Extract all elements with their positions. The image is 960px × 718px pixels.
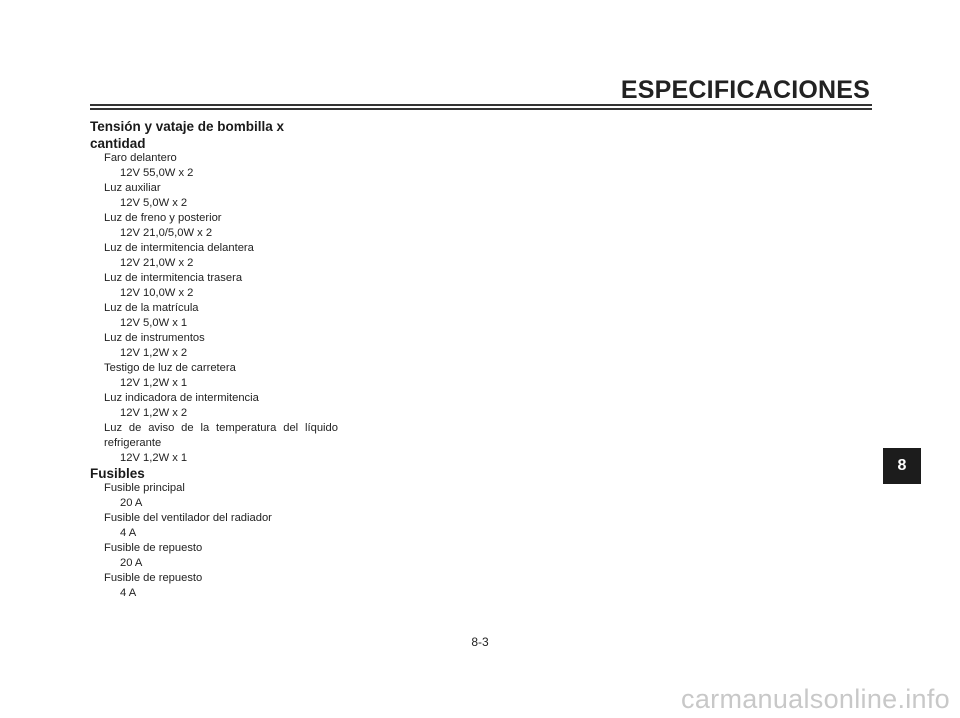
fuse-label-spare-1: Fusible de repuesto	[104, 542, 203, 554]
fuse-value-spare-2: 4 A	[120, 587, 137, 599]
bulb-value-rear-turn: 12V 10,0W x 2	[120, 287, 194, 299]
fuse-label-spare-2: Fusible de repuesto	[104, 572, 203, 584]
bulb-label-high-beam: Testigo de luz de carretera	[104, 362, 236, 374]
page-number: 8-3	[471, 635, 489, 649]
header-rule-bottom	[90, 108, 872, 110]
fuse-label-main: Fusible principal	[104, 482, 185, 494]
fuse-value-spare-1: 20 A	[120, 557, 143, 569]
bulbs-heading-line2: cantidad	[90, 136, 146, 151]
bulb-value-high-beam: 12V 1,2W x 1	[120, 377, 188, 389]
bulb-label-turn-indicator: Luz indicadora de intermitencia	[104, 392, 259, 404]
bulb-label-instruments: Luz de instrumentos	[104, 332, 205, 344]
page-title: ESPECIFICACIONES	[620, 76, 870, 104]
fuse-label-radiator-fan: Fusible del ventilador del radiador	[104, 512, 272, 524]
bulb-label-coolant-line1: Luz de aviso de la temperatura del líquido	[104, 422, 338, 434]
bulb-value-front-turn: 12V 21,0W x 2	[120, 257, 194, 269]
watermark: carmanualsonline.info	[681, 684, 950, 714]
bulb-label-license: Luz de la matrícula	[104, 302, 199, 314]
bulb-value-license: 12V 5,0W x 1	[120, 317, 188, 329]
bulb-label-auxiliary: Luz auxiliar	[104, 182, 161, 194]
fuses-heading: Fusibles	[90, 466, 145, 481]
fuse-value-radiator-fan: 4 A	[120, 527, 137, 539]
bulb-label-coolant-line2: refrigerante	[104, 437, 162, 449]
bulb-label-headlight: Faro delantero	[104, 152, 177, 164]
bulb-value-auxiliary: 12V 5,0W x 2	[120, 197, 188, 209]
bulb-value-turn-indicator: 12V 1,2W x 2	[120, 407, 188, 419]
chapter-tab: 8	[883, 448, 921, 484]
header-rule-top	[90, 104, 872, 106]
bulb-label-brake-tail: Luz de freno y posterior	[104, 212, 222, 224]
bulbs-heading-line1: Tensión y vataje de bombilla x	[90, 119, 285, 134]
fuse-value-main: 20 A	[120, 497, 143, 509]
bulb-value-brake-tail: 12V 21,0/5,0W x 2	[120, 227, 213, 239]
bulb-value-coolant: 12V 1,2W x 1	[120, 452, 188, 464]
bulb-label-front-turn: Luz de intermitencia delantera	[104, 242, 254, 254]
bulb-value-instruments: 12V 1,2W x 2	[120, 347, 188, 359]
bulb-value-headlight: 12V 55,0W x 2	[120, 167, 194, 179]
bulb-label-rear-turn: Luz de intermitencia trasera	[104, 272, 243, 284]
